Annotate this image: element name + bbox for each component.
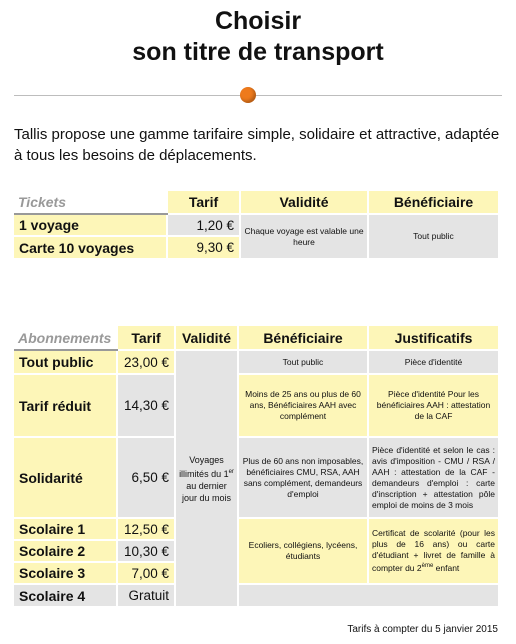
- tickets-validity: Chaque voyage est valable une heure: [240, 214, 368, 258]
- title-line-1: Choisir: [214, 7, 302, 35]
- tickets-header-validite: Validité: [240, 191, 368, 214]
- orange-dot-icon: [240, 87, 256, 103]
- abo-name: Solidarité: [14, 437, 117, 518]
- abo-name: Tout public: [14, 350, 117, 374]
- title-divider: [14, 95, 502, 96]
- abo-price: 23,00 €: [117, 350, 175, 374]
- tickets-table: [14, 191, 498, 258]
- footer-note: Tarifs à compter du 5 janvier 2015: [347, 624, 498, 635]
- abo-name: Scolaire 1: [14, 518, 117, 540]
- abo-justificatif: Pièce d'identité Pour les bénéficiaires AAH : attestation de la CAF: [368, 374, 498, 437]
- page-title: [0, 6, 516, 68]
- abo-price: 7,00 €: [117, 562, 175, 584]
- abo-price: 10,30 €: [117, 540, 175, 562]
- abo-header-validite: Validité: [175, 326, 238, 350]
- abo-header-beneficiaire: Bénéficiaire: [238, 326, 368, 350]
- abonnements-table: [14, 326, 498, 606]
- abo-price: 12,50 €: [117, 518, 175, 540]
- ticket-price: 1,20 €: [167, 214, 240, 236]
- abo-justificatif: Pièce d'identité: [368, 350, 498, 374]
- ticket-name: Carte 10 voyages: [14, 236, 167, 258]
- abo-justificatif: Certificat de scolarité (pour les plus de 16 ans) ou carte d'étudiant + livret de famille à compter du 2ème enfant: [368, 518, 498, 584]
- abo-name: Tarif réduit: [14, 374, 117, 437]
- abo-beneficiary: Tout public: [238, 350, 368, 374]
- ticket-name: 1 voyage: [14, 214, 167, 236]
- tickets-label: Tickets: [14, 191, 167, 214]
- abo-name: Scolaire 4: [14, 584, 117, 606]
- intro-text: Tallis propose une gamme tarifaire simple, solidaire et attractive, adaptée à tous les besoins de déplacements.: [14, 126, 500, 164]
- abo-header-tarif: Tarif: [117, 326, 175, 350]
- abonnements-label: Abonnements: [14, 326, 117, 350]
- abo-validity: Voyages illimités du 1er au dernier jour du mois: [175, 350, 238, 606]
- abo-name: Scolaire 3: [14, 562, 117, 584]
- tickets-beneficiary: Tout public: [368, 214, 498, 258]
- abo-price: 14,30 €: [117, 374, 175, 437]
- tickets-header-tarif: Tarif: [167, 191, 240, 214]
- abo-beneficiary: Plus de 60 ans non imposables, bénéficiaires CMU, RSA, AAH sans complément, demandeurs d'emploi: [238, 437, 368, 518]
- abo-beneficiary: Ecoliers, collégiens, lycéens, étudiants: [238, 518, 368, 584]
- abo-price: Gratuit: [117, 584, 175, 606]
- abo-empty-cell: [238, 584, 498, 606]
- abo-price: 6,50 €: [117, 437, 175, 518]
- tickets-header-beneficiaire: Bénéficiaire: [368, 191, 498, 214]
- title-line-2: son titre de transport: [132, 38, 384, 66]
- abo-header-justificatifs: Justificatifs: [368, 326, 498, 350]
- abo-justificatif: Pièce d'identité et selon le cas : avis d'imposition - CMU / RSA / AAH : attestation de la CAF - demandeurs d'emploi : carte d'inscription + attestation pôle emploi de moins de 3 mois: [368, 437, 498, 518]
- abo-name: Scolaire 2: [14, 540, 117, 562]
- ticket-price: 9,30 €: [167, 236, 240, 258]
- abo-beneficiary: Moins de 25 ans ou plus de 60 ans, Bénéficiaires AAH avec complément: [238, 374, 368, 437]
